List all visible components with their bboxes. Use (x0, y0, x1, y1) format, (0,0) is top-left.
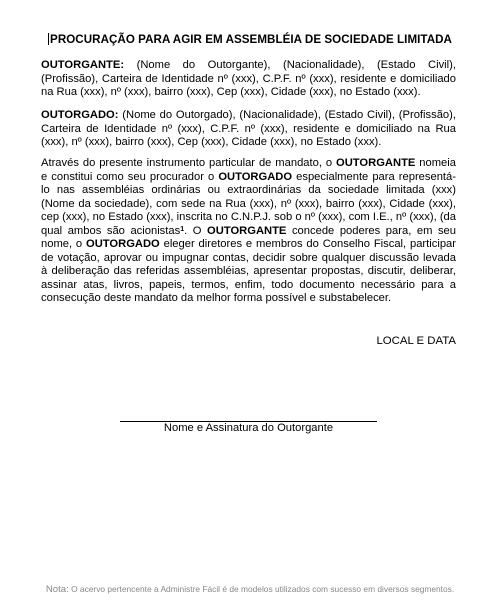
footer-text: O acervo pertencente a Administre Fácil é de modelos utilizados com sucesso em diversos segmentos. (68, 584, 455, 594)
outorgante-label: OUTORGANTE: (41, 59, 125, 71)
footer-label: Nota: (45, 584, 69, 595)
document-title (0, 33, 500, 46)
outorgante-paragraph (41, 59, 456, 100)
footer-note (0, 584, 500, 595)
body-text-2: nomeia e constitui como seu procurador o (41, 157, 456, 183)
outorgado-text: (Nome do Outorgado), (Nacionalidade), (Estado Civil), (Profissão), Carteira de Identidade nº (xxx), C.P.F. nº (xxx), residente e domiciliado na Rua (xxx), nº (xxx), bairro (xxx), Cep (xxx), Cidade (xxx), no Estado (xxx). (41, 109, 456, 148)
body-text-1: Através do presente instrumento particular de mandato, o (41, 157, 337, 169)
body-bold-outorgado-2: OUTORGADO (86, 238, 160, 250)
title-text: PROCURAÇÃO PARA AGIR EM ASSEMBLÉIA DE SOCIEDADE LIMITADA (50, 33, 452, 46)
body-text-5: concede poderes para, em seu nome, o (41, 224, 457, 250)
footnote-mark: 1 (180, 225, 185, 233)
body-text-6: eleger diretores e membros do Conselho Fiscal, participar de votação, aprovar ou impugnar contas, decidir sobre qualquer discussão levada à deliberação das referidas assembléias, apresentar propostas, discutir, deliberar, assinar atas, livros, papeis, termos, enfim, todo documento necessário para a consecução deste mandato da melhor forma possível e substabelecer. (41, 238, 456, 304)
mandate-body-paragraph (41, 157, 456, 306)
body-bold-outorgante-2: OUTORGANTE (207, 224, 287, 237)
body-bold-outorgado-1: OUTORGADO (218, 170, 293, 183)
local-e-data: LOCAL E DATA (376, 335, 456, 347)
body-bold-outorgante-1: OUTORGANTE (336, 157, 416, 169)
signature-label: Nome e Assinatura do Outorgante (163, 422, 334, 434)
text-cursor (48, 33, 49, 45)
body-text-3: especialmente para representá-lo nas assembléias ordinárias ou extraordinárias da sociedade limitada (xxx) (Nome da sociedade), com sede na Rua (xxx), nº (xxx), bairro (xxx), Cidade (xxx), cep (xxx), no Estado (xxx), inscrita no C.N.P.J. sob o nº (xxx), com I.E., nº (xxx), (da qual ambos são acionistas (41, 170, 456, 237)
body-text-4: . O (184, 224, 208, 237)
outorgante-text: (Nome do Outorgante), (Nacionalidade), (Estado Civil), (Profissão), Carteira de Identidade nº (xxx), C.P.F. nº (xxx), residente e domiciliado na Rua (xxx), nº (xxx), bairro (xxx), Cep (xxx), Cidade (xxx), no Estado (xxx). (41, 59, 456, 98)
outorgado-paragraph (41, 109, 456, 150)
outorgado-label: OUTORGADO: (41, 109, 119, 121)
